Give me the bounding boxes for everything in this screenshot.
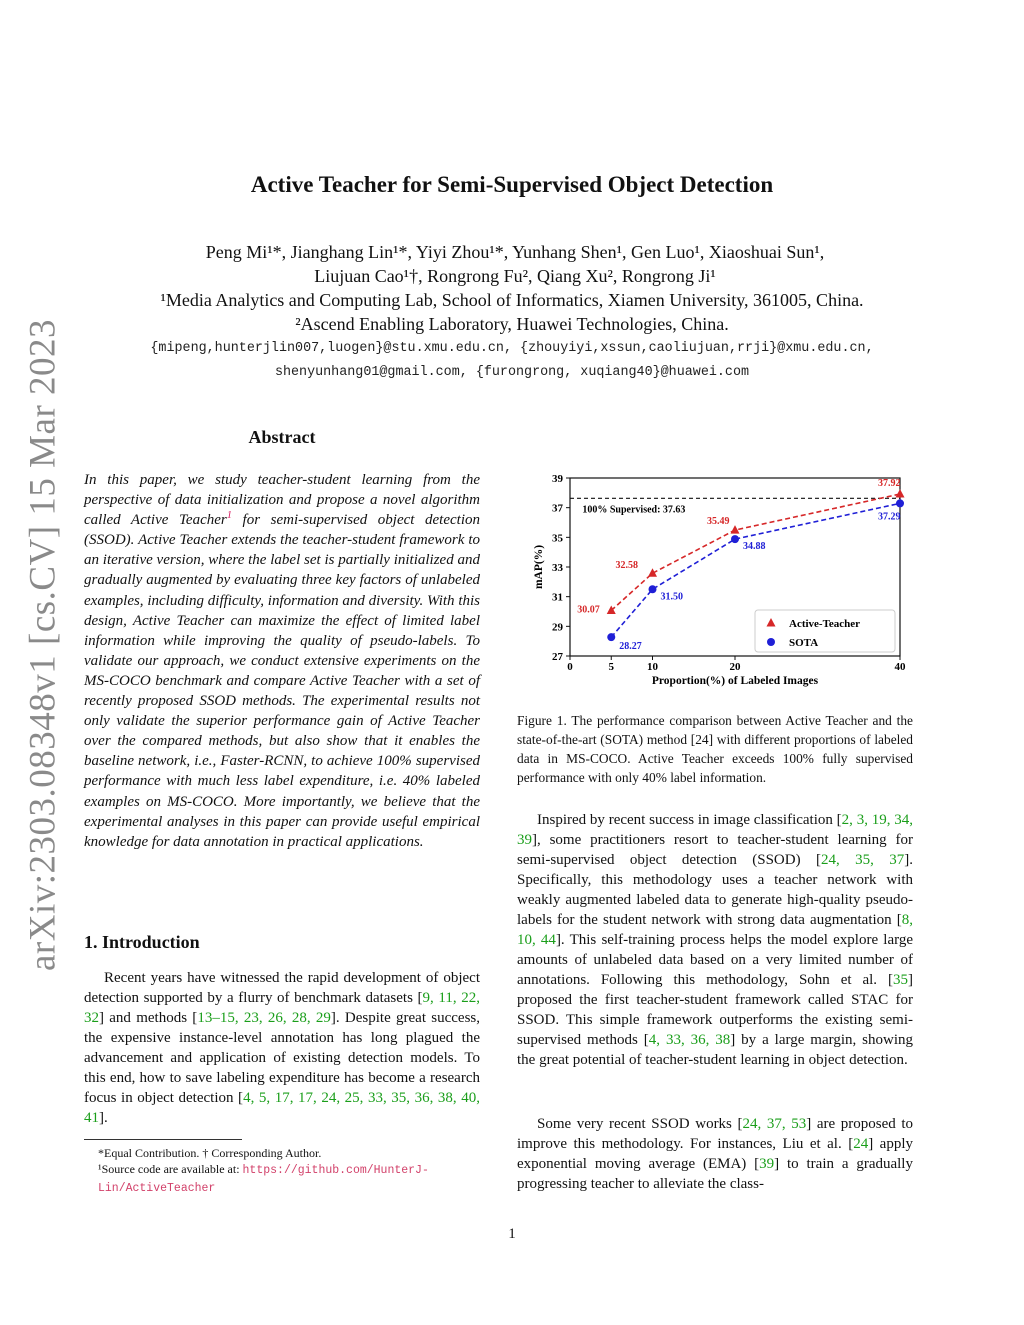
y-tick-label: 29 bbox=[552, 621, 563, 634]
footnote-marker[interactable]: 1 bbox=[226, 510, 232, 522]
data-point-sota bbox=[731, 535, 739, 543]
y-tick-label: 39 bbox=[552, 473, 563, 485]
data-point-active-teacher bbox=[896, 489, 905, 498]
authors-line-2: Liujuan Cao¹†, Rongrong Fu², Qiang Xu², Rongrong Ji¹ bbox=[314, 266, 716, 286]
legend-label: Active-Teacher bbox=[789, 618, 861, 630]
citation-link[interactable]: 24, 37, 53 bbox=[742, 1116, 807, 1132]
intro-heading: 1. Introduction bbox=[84, 932, 200, 952]
data-label: 37.29 bbox=[878, 511, 901, 523]
x-tick-label: 5 bbox=[608, 661, 614, 673]
legend-marker-sota bbox=[767, 638, 775, 646]
arxiv-sidebar-stamp bbox=[12, 318, 74, 972]
citation-link[interactable]: 24 bbox=[853, 1136, 869, 1152]
y-tick-label: 35 bbox=[552, 532, 563, 545]
paper-title: Active Teacher for Semi-Supervised Object Detection bbox=[250, 172, 774, 197]
figure-caption: Figure 1. The performance comparison between Active Teacher and the state-of-the-art (SOTA) method [24] with different proportions of labeled data in MS-COCO. Active Teacher exceeds 100% fully supervised performance with only 40% label information. bbox=[517, 713, 913, 785]
data-point-sota bbox=[649, 585, 657, 593]
data-point-active-teacher bbox=[731, 525, 740, 534]
citation-link[interactable]: 13–15, 23, 26, 28, 29 bbox=[197, 1010, 331, 1026]
legend-box bbox=[755, 610, 895, 652]
abstract-body: In this paper, we study teacher-student learning from the perspective of data initialization and propose a novel algorithm called Active Teacher$^1$ for semi-supervised object detection (SSOD). Active Teacher extends the teacher-student framework to an iterative version, where the label set is partially initialized and gradually augmented by evaluating three key factors of unlabeled examples, including difficulty, information and diversity. With this design, Active Teacher can maximize the effect of limited label information while improving the quality of pseudo-labels. To validate our approach, we conduct extensive experiments on the MS-COCO benchmark and compare Active Teacher with a set of recently proposed SSOD methods. The experimental results not only validate the superior performance gain of Active Teacher over the compared methods, but also show that it enables the baseline network, i.e., Faster-RCNN, to achieve 100% supervised performance with much less label expenditure, i.e. 40% labeled examples on MS-COCO. More importantly, we believe that the experimental analyses in this paper can provide useful empirical knowledge for data annotation in practical applications. bbox=[84, 472, 480, 850]
x-tick-label: 40 bbox=[894, 661, 906, 673]
y-tick-label: 27 bbox=[552, 651, 563, 663]
citation-link[interactable]: 2, 3, 19, 34, 39 bbox=[517, 812, 914, 848]
citation-link[interactable]: 4, 5, 17, 17, 24, 25, 33, 35, 36, 38, 40, 41 bbox=[84, 1090, 481, 1126]
citation-link[interactable]: 39 bbox=[759, 1156, 775, 1172]
paragraph-recent-works: Some very recent SSOD works [24, 37, 53] are proposed to improve this methodology. For instances, Liu et al. [24] apply exponential moving average (EMA) [39] to train a gradually progressing teacher to alleviate the class- bbox=[517, 1116, 914, 1192]
intro-paragraph: Recent years have witnessed the rapid development of object detection supported by a flurry of benchmark datasets [9, 11, 22, 32] and methods [13–15, 23, 26, 28, 29]. Despite great success, the expensive instance-level annotation has long plagued the advancement and application of existing detection models. To this end, how to save labeling expenditure has become a research focus in object detection [4, 5, 17, 17, 24, 25, 33, 35, 36, 38, 40, 41]. bbox=[84, 970, 481, 1126]
performance-chart bbox=[530, 470, 910, 690]
page-number: 1 bbox=[508, 1226, 516, 1242]
y-axis-label: mAP(%) bbox=[533, 544, 545, 590]
data-label: 35.49 bbox=[707, 516, 730, 528]
citation-link[interactable]: 9, 11, 22, 32 bbox=[84, 990, 480, 1026]
data-label: 31.50 bbox=[660, 591, 683, 603]
citation-link[interactable]: 8, 10, 44 bbox=[517, 912, 913, 948]
email-line-1: {mipeng,hunterjlin007,luogen}@stu.xmu.edu.cn, {zhouyiyi,xssun,caoliujuan,rrji}@xmu.edu.cn, bbox=[150, 341, 874, 356]
affiliation-2: ²Ascend Enabling Laboratory, Huawei Technologies, China. bbox=[295, 314, 729, 334]
citation-link[interactable]: 35 bbox=[893, 972, 908, 988]
abstract-heading: Abstract bbox=[248, 427, 316, 447]
y-tick-label: 33 bbox=[552, 562, 563, 574]
x-tick-label: 20 bbox=[729, 661, 741, 673]
legend-label: SOTA bbox=[789, 637, 819, 649]
y-tick-label: 31 bbox=[552, 591, 563, 604]
affiliation-1: ¹Media Analytics and Computing Lab, School of Informatics, Xiamen University, 361005, China. bbox=[160, 290, 864, 310]
footnote-source-code: ¹Source code are available at: https://github.com/HunterJ-Lin/ActiveTeacher bbox=[98, 1162, 429, 1195]
footnote-divider bbox=[84, 1139, 242, 1140]
y-tick-label: 37 bbox=[552, 502, 563, 515]
paragraph-inspired: Inspired by recent success in image classification [2, 3, 19, 34, 39], some practitioners resort to teacher-student learning for semi-supervised object detection (SSOD) [24, 35, 37]. Specifically, this methodology uses a teacher network with weakly augmented labeled data to generate high-quality pseudo-labels for the student network with strong data augmentation [8, 10, 44]. This self-training process helps the model explore large amounts of unlabeled data based on a very limited number of annotations. Following this methodology, Sohn et al. [35] proposed the first teacher-student framework called STAC for SSOD. This simple framework outperforms the existing semi-supervised methods [4, 33, 36, 38] by a large margin, showing the great potential of teacher-student learning in object detection. bbox=[517, 812, 914, 1068]
data-point-sota bbox=[607, 633, 615, 641]
data-label: 30.07 bbox=[577, 604, 600, 616]
data-label: 34.88 bbox=[743, 541, 766, 553]
github-link[interactable]: https://github.com/HunterJ-Lin/ActiveTeacher bbox=[98, 1164, 429, 1195]
arxiv-id: arXiv:2303.08348v1 [cs.CV] 15 Mar 2023 bbox=[22, 318, 64, 972]
data-label: 28.27 bbox=[619, 641, 642, 653]
citation-link[interactable]: 24, 35, 37 bbox=[820, 852, 905, 868]
x-tick-label: 10 bbox=[647, 661, 658, 673]
authors-line-1: Peng Mi¹*, Jianghang Lin¹*, Yiyi Zhou¹*, Yunhang Shen¹, Gen Luo¹, Xiaoshuai Sun¹, bbox=[205, 242, 825, 262]
data-label: 32.58 bbox=[615, 560, 638, 572]
data-label: 37.92 bbox=[878, 478, 901, 490]
reference-line-label: 100% Supervised: 37.63 bbox=[582, 504, 686, 516]
x-axis-label: Proportion(%) of Labeled Images bbox=[651, 675, 819, 687]
x-tick-label: 0 bbox=[567, 661, 573, 673]
email-line-2: shenyunhang01@gmail.com, {furongrong, xuqiang40}@huawei.com bbox=[274, 365, 750, 380]
footnotes bbox=[84, 1145, 480, 1197]
citation-link[interactable]: 4, 33, 36, 38 bbox=[648, 1032, 731, 1048]
data-point-sota bbox=[896, 499, 904, 507]
footnote-equal-contribution: *Equal Contribution. † Corresponding Author. bbox=[98, 1146, 322, 1160]
